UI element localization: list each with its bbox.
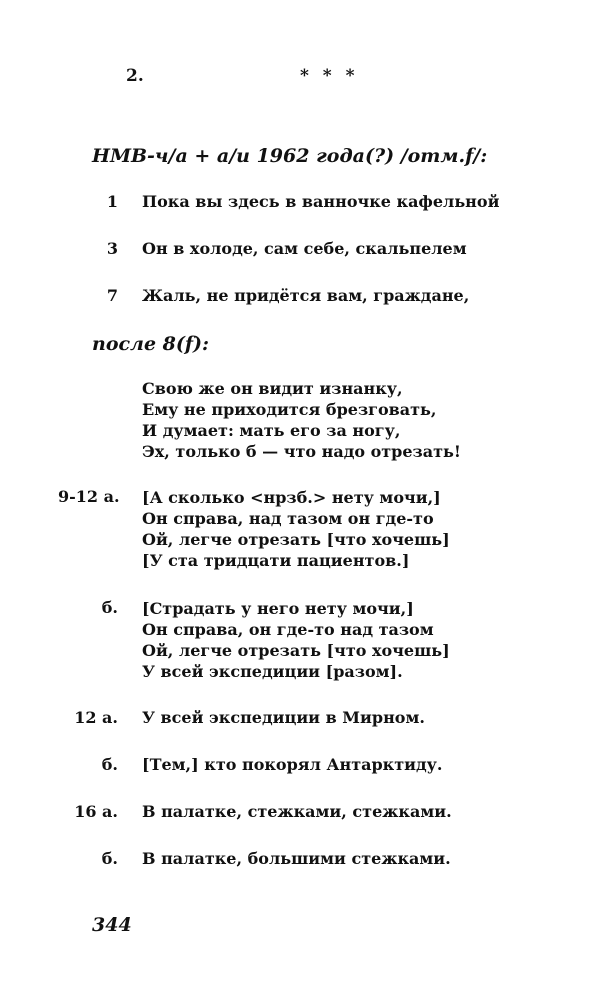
line-number: 1 [106,192,118,211]
line-number: 3 [106,239,118,258]
stanza-line: Ему не приходится брезговать, [142,400,437,419]
line-text: Он в холоде, сам себе, скальпелем [142,239,467,258]
insert-stanza [142,378,461,462]
stanza-line: И думает: мать его за ногу, [142,421,401,440]
variant-label: 12 а. [74,708,118,727]
variant-heading: НМВ-ч/а + а/и 1962 года(?) /отм.f/: [92,145,488,167]
variant-label: б. [101,755,118,774]
variant-line: [У ста тридцати пациентов.] [142,551,410,570]
line-text: Жаль, не придётся вам, граждане, [142,286,470,305]
stanza-line: Свою же он видит изнанку, [142,379,403,398]
variant-line: [Страдать у него нету мочи,] [142,599,414,618]
variant-line: Он справа, он где-то над тазом [142,620,434,639]
variant-line: [А сколько <нрзб.> нету мочи,] [142,488,441,507]
page-number: 344 [92,914,132,936]
variant-line: Он справа, над тазом он где-то [142,509,434,528]
variant-block [142,598,450,682]
variant-label: 9-12 а. [58,487,120,506]
variant-label: б. [101,849,118,868]
section-number: 2. [126,66,144,86]
variant-line: Ой, легче отрезать [что хочешь] [142,641,450,660]
section-stars: * * * [300,66,359,86]
line-number: 7 [106,286,118,305]
variant-line: [Тем,] кто покорял Антарктиду. [142,755,443,774]
variant-block [142,487,450,571]
variant-line: У всей экспедиции в Мирном. [142,708,425,727]
variant-line: Ой, легче отрезать [что хочешь] [142,530,450,549]
variant-label: б. [101,598,118,617]
variant-label: 16 а. [74,802,118,821]
stanza-line: Эх, только б — что надо отрезать! [142,442,461,461]
variant-line: У всей экспедиции [разом]. [142,662,403,681]
variant-line: В палатке, стежками, стежками. [142,802,452,821]
line-text: Пока вы здесь в ванночке кафельной [142,192,500,211]
variant-line: В палатке, большими стежками. [142,849,451,868]
after-heading: после 8(f): [92,333,210,355]
